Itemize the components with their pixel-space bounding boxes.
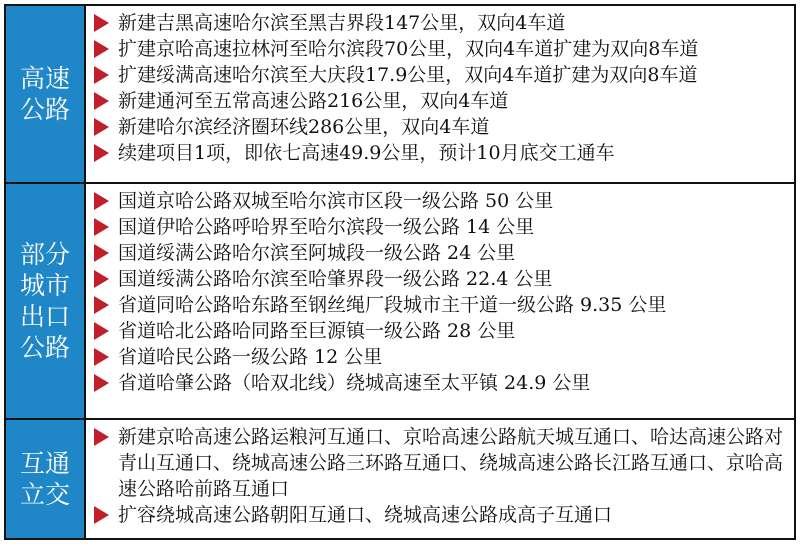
category-label: 部分 城市 出口 公路 — [6, 184, 86, 418]
item-list — [94, 10, 786, 166]
info-table — [4, 4, 796, 540]
red-triangle-icon — [94, 296, 109, 314]
category-label: 高速 公路 — [6, 6, 86, 182]
red-triangle-icon — [94, 192, 109, 210]
list-item: 省道哈北公路哈同路至巨源镇一级公路 28 公里 — [94, 318, 786, 344]
red-triangle-icon — [94, 506, 109, 524]
list-item: 新建京哈高速公路运粮河互通口、京哈高速公路航天城互通口、哈达高速公路对青山互通口、绕城高速公路三环路互通口、绕城高速公路长江路互通口、京哈高速公路哈前路互通口 — [94, 424, 786, 502]
list-item: 省道同哈公路哈东路至钢丝绳厂段城市主干道一级公路 9.35 公里 — [94, 292, 786, 318]
list-item: 新建吉黑高速哈尔滨至黑吉界段147公里，双向4车道 — [94, 10, 786, 36]
red-triangle-icon — [94, 40, 109, 58]
red-triangle-icon — [94, 428, 109, 446]
list-item: 国道伊哈公路呼哈界至哈尔滨段一级公路 14 公里 — [94, 214, 786, 240]
list-item: 省道哈民公路一级公路 12 公里 — [94, 344, 786, 370]
red-triangle-icon — [94, 92, 109, 110]
item-list — [94, 188, 786, 396]
list-item: 扩容绕城高速公路朝阳互通口、绕城高速公路成高子互通口 — [94, 502, 786, 528]
list-item: 新建通河至五常高速公路216公里，双向4车道 — [94, 88, 786, 114]
list-item: 国道京哈公路双城至哈尔滨市区段一级公路 50 公里 — [94, 188, 786, 214]
red-triangle-icon — [94, 374, 109, 392]
item-list — [94, 424, 786, 528]
category-label: 互通 立交 — [6, 420, 86, 538]
red-triangle-icon — [94, 348, 109, 366]
list-item: 省道哈肇公路（哈双北线）绕城高速至太平镇 24.9 公里 — [94, 370, 786, 396]
red-triangle-icon — [94, 66, 109, 84]
red-triangle-icon — [94, 218, 109, 236]
list-item: 续建项目1项，即依七高速49.9公里，预计10月底交工通车 — [94, 140, 786, 166]
list-item: 扩建绥满高速哈尔滨至大庆段17.9公里，双向4车道扩建为双向8车道 — [94, 62, 786, 88]
red-triangle-icon — [94, 144, 109, 162]
red-triangle-icon — [94, 14, 109, 32]
red-triangle-icon — [94, 270, 109, 288]
red-triangle-icon — [94, 244, 109, 262]
section-expressway — [6, 6, 794, 182]
section-interchanges — [6, 418, 794, 538]
list-item: 扩建京哈高速拉林河至哈尔滨段70公里，双向4车道扩建为双向8车道 — [94, 36, 786, 62]
list-item: 国道绥满公路哈尔滨至哈肇界段一级公路 22.4 公里 — [94, 266, 786, 292]
list-item: 国道绥满公路哈尔滨至阿城段一级公路 24 公里 — [94, 240, 786, 266]
section-city-exit-roads — [6, 182, 794, 418]
red-triangle-icon — [94, 118, 109, 136]
list-item: 新建哈尔滨经济圈环线286公里，双向4车道 — [94, 114, 786, 140]
red-triangle-icon — [94, 322, 109, 340]
